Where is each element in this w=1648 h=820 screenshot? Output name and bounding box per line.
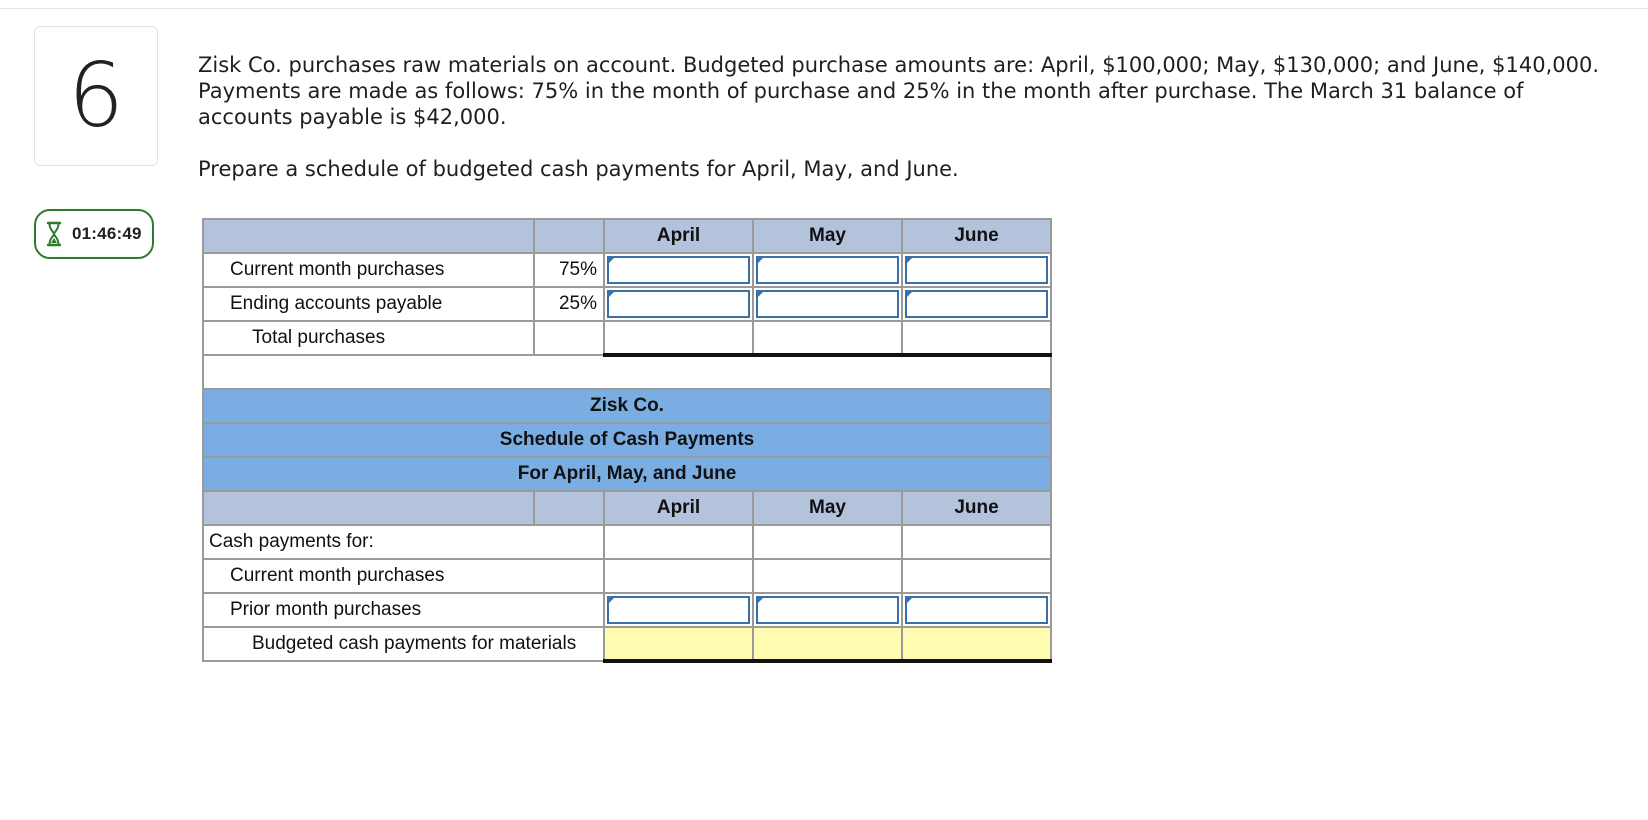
table-row [203,253,1051,287]
hourglass-icon [46,221,62,247]
cell-blank [753,525,902,559]
header-blank [203,491,534,525]
question-number-card [34,26,158,166]
schedule-title: Schedule of Cash Payments [203,423,1051,457]
row-label-prior-month-purchases: Prior month purchases [203,593,604,627]
total-purchases-april[interactable] [604,321,753,355]
cash-current-month-june[interactable] [902,559,1051,593]
budgeted-cash-payments-may[interactable] [753,627,902,661]
schedule-period: For April, May, and June [203,457,1051,491]
table-row [203,287,1051,321]
schedule-title-row [203,423,1051,457]
column-header-may: May [753,491,902,525]
schedule-company: Zisk Co. [203,389,1051,423]
table-row [203,627,1051,661]
row-label-ending-accounts-payable: Ending accounts payable [203,287,534,321]
cash-current-month-may[interactable] [753,559,902,593]
input-ending-accounts-payable-june[interactable] [902,287,1051,321]
row-percent [534,321,604,355]
column-header-may: May [753,219,902,253]
budgeted-cash-payments-june[interactable] [902,627,1051,661]
schedule-title-row [203,389,1051,423]
question-prompt [198,52,1618,182]
input-prior-month-purchases-april[interactable] [604,593,753,627]
total-purchases-june[interactable] [902,321,1051,355]
timer-value: 01:46:49 [72,224,142,243]
schedule-header-row [203,491,1051,525]
input-prior-month-purchases-may[interactable] [753,593,902,627]
question-paragraph: Zisk Co. purchases raw materials on account. Budgeted purchase amounts are: April, $100,000; May, $130,000; and June, $140,000. Payments are made as follows: 75% in the month of purchase and 25% in the month after purchase. The March 31 balance of accounts payable is $42,000. [198,53,1600,129]
question-instruction: Prepare a schedule of budgeted cash payments for April, May, and June. [198,157,959,181]
row-percent: 25% [534,287,604,321]
schedule-title-row [203,457,1051,491]
cell-blank [604,525,753,559]
spacer-cell [203,355,1051,389]
table-row [203,321,1051,355]
row-label-current-month-purchases: Current month purchases [203,559,604,593]
input-current-month-purchases-may[interactable] [753,253,902,287]
row-label-current-month-purchases: Current month purchases [203,253,534,287]
purchases-header-row [203,219,1051,253]
budgeted-cash-payments-april[interactable] [604,627,753,661]
row-label-cash-payments-for: Cash payments for: [203,525,604,559]
input-prior-month-purchases-june[interactable] [902,593,1051,627]
cash-current-month-april[interactable] [604,559,753,593]
input-current-month-purchases-june[interactable] [902,253,1051,287]
column-header-april: April [604,491,753,525]
header-blank [534,219,604,253]
column-header-april: April [604,219,753,253]
question-number: 6 [68,44,124,147]
input-current-month-purchases-april[interactable] [604,253,753,287]
total-purchases-may[interactable] [753,321,902,355]
spacer-row [203,355,1051,389]
input-ending-accounts-payable-may[interactable] [753,287,902,321]
cell-blank [902,525,1051,559]
header-blank [534,491,604,525]
column-header-june: June [902,219,1051,253]
row-label-budgeted-cash-payments: Budgeted cash payments for materials [203,627,604,661]
column-header-june: June [902,491,1051,525]
row-percent: 75% [534,253,604,287]
table-row [203,559,1051,593]
timer-badge[interactable] [34,209,154,259]
table-row [203,593,1051,627]
top-divider [0,8,1648,9]
table-row [203,525,1051,559]
worksheet-table [202,218,1052,663]
row-label-total-purchases: Total purchases [203,321,534,355]
header-blank [203,219,534,253]
input-ending-accounts-payable-april[interactable] [604,287,753,321]
